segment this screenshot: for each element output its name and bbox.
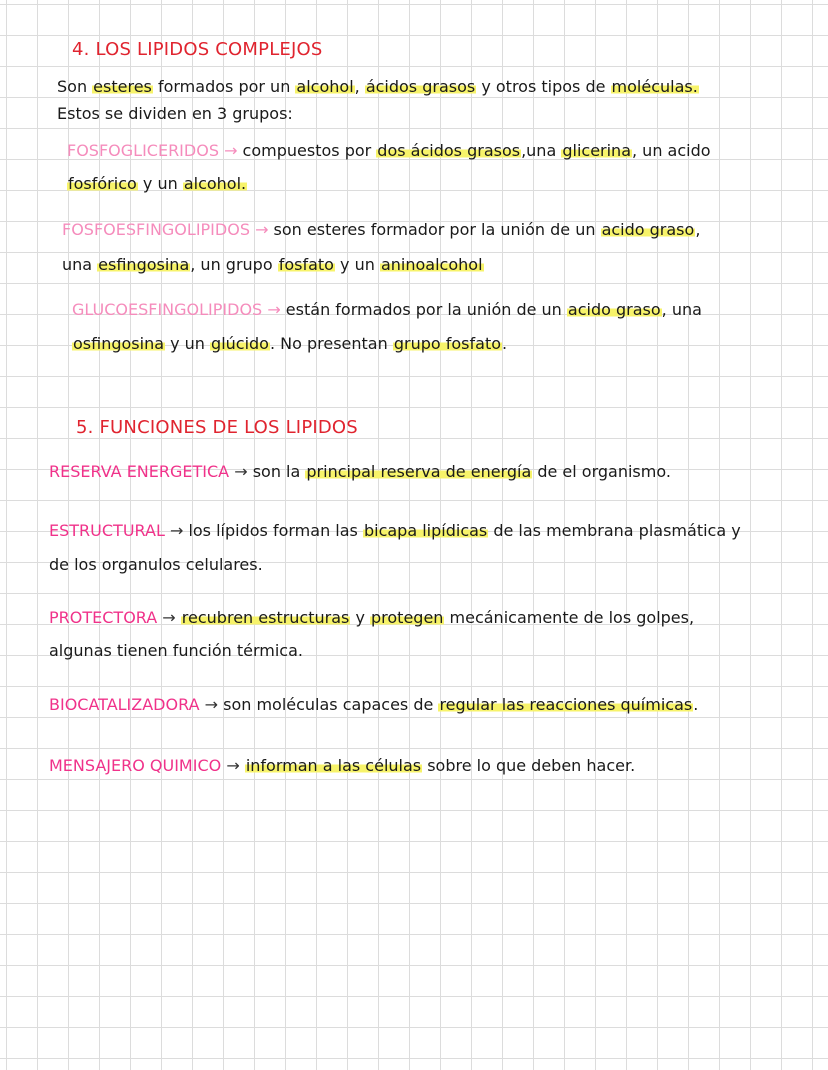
highlight: fosfórico [68, 174, 137, 193]
highlight: protegen [371, 608, 444, 627]
arrow-icon: → [226, 756, 240, 775]
arrow-icon: → [255, 220, 269, 239]
arrow-icon: → [224, 141, 238, 160]
group-glucoesfingolipidos-line-1: GLUCOESFINGOLIPIDOS → están formados por la unión de un acido graso, una [72, 300, 702, 319]
function-estructural-line-2: de los organulos celulares. [49, 555, 263, 574]
highlight: alcohol [296, 77, 354, 96]
function-mensajero-line-1: MENSAJERO QUIMICO → informan a las células sobre lo que deben hacer. [49, 756, 636, 775]
group-fosfoesfingolipidos-line-2: una esfingosina, un grupo fosfato y un aninoalcohol [62, 255, 483, 274]
function-protectora-line-2: algunas tienen función térmica. [49, 641, 303, 660]
highlight: esfingosina [98, 255, 190, 274]
arrow-icon: → [162, 608, 176, 627]
term-mensajero-quimico: MENSAJERO QUIMICO [49, 756, 222, 775]
function-reserva-line-1: RESERVA ENERGETICA → son la principal reserva de energía de el organismo. [49, 462, 671, 481]
group-glucoesfingolipidos-line-2: osfingosina y un glúcido. No presentan grupo fosfato. [73, 334, 508, 353]
highlight: acido graso [567, 300, 661, 319]
highlight: ácidos grasos [365, 77, 476, 96]
arrow-icon: → [204, 695, 219, 714]
highlight: regular las reacciones químicas [439, 695, 693, 714]
term-protectora: PROTECTORA [49, 608, 158, 627]
highlight: glúcido [211, 334, 269, 353]
function-protectora-line-1: PROTECTORA → recubren estructuras y protegen mecánicamente de los golpes, [49, 608, 695, 627]
highlight: moléculas. [611, 77, 698, 96]
group-fosfoesfingolipidos-line-1: FOSFOESFINGOLIPIDOS → son esteres formador por la unión de un acido graso, [62, 220, 701, 239]
function-biocatalizadora-line-1: BIOCATALIZADORA → son moléculas capaces de regular las reacciones químicas. [49, 695, 699, 714]
function-estructural-line-1: ESTRUCTURAL → los lípidos forman las bicapa lipídicas de las membrana plasmática y [49, 521, 741, 540]
highlight: alcohol. [183, 174, 247, 193]
highlight: osfingosina [73, 334, 165, 353]
term-fosfoesfingolipidos: FOSFOESFINGOLIPIDOS [62, 220, 250, 239]
term-fosfogliceridos: FOSFOGLICERIDOS [67, 141, 219, 160]
section-5-heading: 5. FUNCIONES DE LOS LIPIDOS [76, 417, 358, 438]
arrow-icon: → [169, 521, 184, 540]
highlight: aninoalcohol [380, 255, 483, 274]
intro-line-1: Son esteres formados por un alcohol, ácidos grasos y otros tipos de moléculas. [57, 77, 698, 96]
section-4-heading: 4. LOS LIPIDOS COMPLEJOS [72, 39, 323, 60]
term-glucoesfingolipidos: GLUCOESFINGOLIPIDOS [72, 300, 263, 319]
term-reserva-energetica: RESERVA ENERGETICA [49, 462, 230, 481]
highlight: dos ácidos grasos [377, 141, 521, 160]
highlight: grupo fosfato [393, 334, 502, 353]
highlight: acido graso [601, 220, 695, 239]
arrow-icon: → [267, 300, 281, 319]
highlight: fosfato [278, 255, 334, 274]
highlight: informan a las células [245, 756, 422, 775]
highlight: glicerina [562, 141, 631, 160]
arrow-icon: → [234, 462, 248, 481]
highlight: bicapa lipídicas [363, 521, 488, 540]
intro-line-2: Estos se dividen en 3 grupos: [57, 104, 293, 123]
highlight: recubren estructuras [181, 608, 350, 627]
term-estructural: ESTRUCTURAL [49, 521, 165, 540]
term-biocatalizadora: BIOCATALIZADORA [49, 695, 200, 714]
highlight: esteres [93, 77, 152, 96]
highlight: principal reserva de energía [306, 462, 532, 481]
group-fosfogliceridos-line-1: FOSFOGLICERIDOS → compuestos por dos ácidos grasos,una glicerina, un acido [67, 141, 711, 160]
group-fosfogliceridos-line-2: fosfórico y un alcohol. [68, 174, 247, 193]
